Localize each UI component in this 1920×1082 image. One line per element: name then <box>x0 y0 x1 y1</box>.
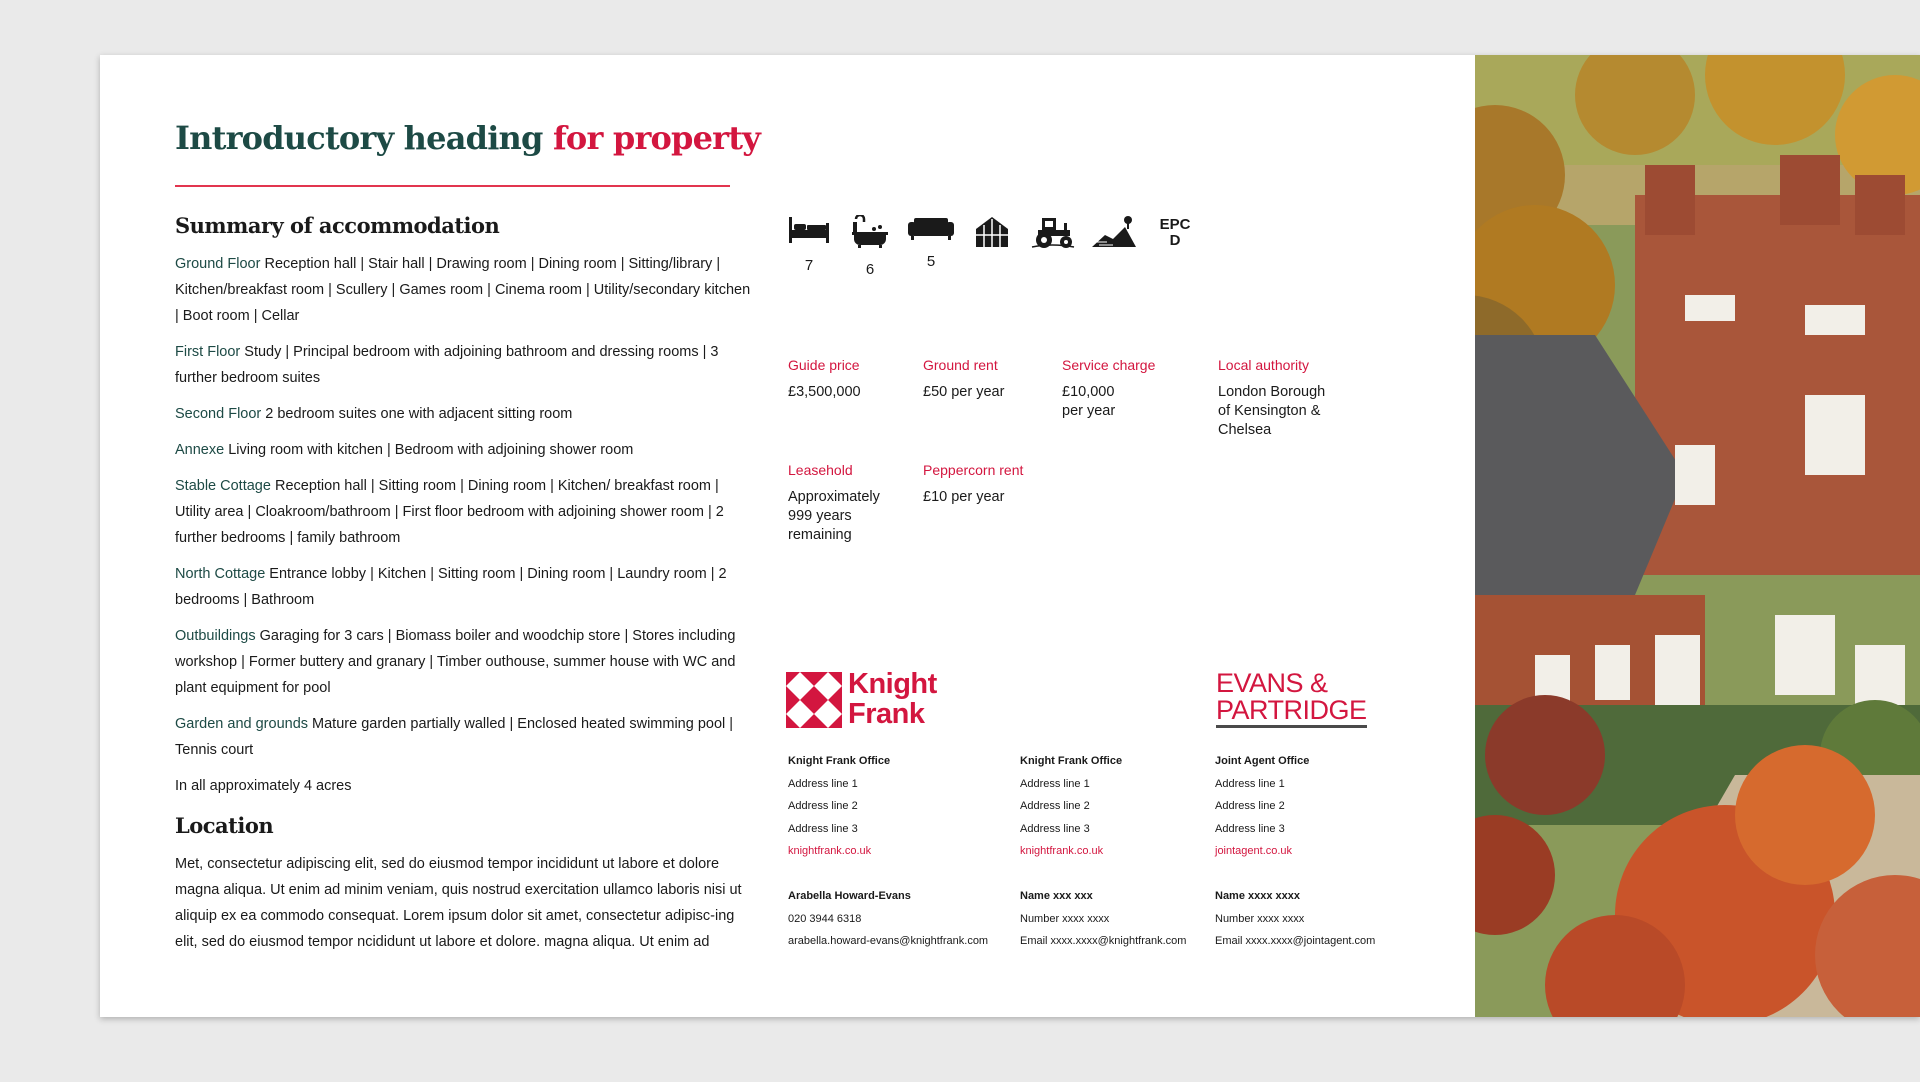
tractor-feature <box>1029 215 1077 249</box>
contact-email[interactable]: Email xxxx.xxxx@jointagent.com <box>1215 935 1376 947</box>
greenhouse-feature <box>968 215 1016 249</box>
location-text: Met, consectetur adipiscing elit, sed do eiusmod tempor incididunt ut labore et dolore magna aliqua. Ut enim ad minim veniam, quis nostrud exercitation ullamco laboris nisi ut aliquip ex ea commodo consequat. Lorem ipsum dolor sit amet, consectetur adipisc-ing elit, sed do eiusmod tempor ncididunt ut labore et dolore. magna aliqua. Ut enim ad <box>175 856 742 950</box>
feature-icons <box>785 215 1205 305</box>
address-line: Address line 1 <box>1215 777 1285 790</box>
address-line: Address line 3 <box>788 822 858 835</box>
location-title: Location <box>175 813 274 838</box>
sofa-icon <box>907 215 955 241</box>
contact-block <box>1215 750 1375 953</box>
epc-feature <box>1151 217 1199 249</box>
list-item: Outbuildings Garaging for 3 cars | Biomass boiler and woodchip store | Stores including workshop | Former buttery and granary | Timber outhouse, summer house with WC and plant equipment for pool <box>175 628 736 696</box>
bathrooms-feature <box>846 215 894 278</box>
office-name: Knight Frank Office <box>1020 755 1123 767</box>
office-name: Knight Frank Office <box>788 755 891 767</box>
knight-frank-line1: Knight <box>848 668 937 700</box>
local-authority: Local authority London Borough of Kensington & Chelsea <box>1218 357 1326 438</box>
receptions-count: 5 <box>926 253 936 270</box>
summary-title: Summary of accommodation <box>175 213 500 238</box>
tractor-icon <box>1030 215 1076 249</box>
address-line: Address line 1 <box>1020 777 1090 790</box>
list-item: North Cottage Entrance lobby | Kitchen | Sitting room | Dining room | Laundry room | 2 bedrooms | Bathroom <box>175 566 727 608</box>
bedrooms-feature <box>785 215 833 274</box>
evans-partridge-line1: EVANS & <box>1216 668 1328 698</box>
list-item: In all approximately 4 acres <box>175 778 352 794</box>
bathrooms-count: 6 <box>865 261 875 278</box>
house-image <box>1475 55 1920 1017</box>
address-line: Address line 1 <box>788 777 858 790</box>
page-title-accent: for property <box>552 119 761 157</box>
contact-name: Name xxxx xxxx <box>1215 890 1301 902</box>
contact-email[interactable]: Email xxxx.xxxx@knightfrank.com <box>1020 935 1187 947</box>
receptions-feature <box>907 215 955 270</box>
list-item: Ground Floor Reception hall | Stair hall | Drawing room | Dining room | Sitting/library | Kitchen/breakfast room | Scullery | Games room | Cinema room | Utility/secondary kitchen | Boot room | Cellar <box>175 256 751 324</box>
knight-frank-logo <box>786 668 946 732</box>
knight-frank-line2: Frank <box>848 698 925 730</box>
land-feature <box>1090 215 1138 249</box>
land-icon <box>1091 215 1137 249</box>
page-title <box>175 119 760 157</box>
address-line: Address line 2 <box>1020 800 1090 812</box>
evans-partridge-line2: PARTRIDGE <box>1216 697 1367 728</box>
accommodation-list <box>175 251 755 809</box>
brochure-page <box>100 55 1920 1017</box>
ground-rent: Ground rent £50 per year <box>923 357 1005 400</box>
address-line: Address line 2 <box>1215 800 1285 812</box>
contact-phone: Number xxxx xxxx <box>1020 912 1110 925</box>
website-link[interactable]: jointagent.co.uk <box>1215 845 1293 857</box>
list-item: Garden and grounds Mature garden partially walled | Enclosed heated swimming pool | Tennis court <box>175 716 734 758</box>
contact-block <box>1020 750 1186 953</box>
contact-phone: Number xxxx xxxx <box>1215 912 1305 925</box>
bath-icon <box>850 215 890 249</box>
page-title-main: Introductory heading <box>175 119 543 157</box>
property-photo <box>1475 55 1920 1017</box>
contact-email[interactable]: arabella.howard-evans@knightfrank.com <box>788 935 989 947</box>
address-line: Address line 3 <box>1215 822 1285 835</box>
website-link[interactable]: knightfrank.co.uk <box>788 845 872 857</box>
service-charge: Service charge £10,000 per year <box>1062 357 1156 419</box>
address-line: Address line 3 <box>1020 822 1090 835</box>
contact-block <box>788 750 988 953</box>
contact-phone: 020 3944 6318 <box>788 912 862 925</box>
knight-frank-mark-icon <box>786 672 842 728</box>
address-line: Address line 2 <box>788 800 858 812</box>
list-item: First Floor Study | Principal bedroom with adjoining bathroom and dressing rooms | 3 further bedroom suites <box>175 344 719 386</box>
list-item: Annexe Living room with kitchen | Bedroom with adjoining shower room <box>175 442 634 458</box>
guide-price: Guide price £3,500,000 <box>788 357 861 400</box>
heading-divider <box>175 185 730 187</box>
leasehold: Leasehold Approximately 999 years remaining <box>788 462 880 543</box>
contact-name: Name xxx xxx <box>1020 890 1093 902</box>
peppercorn-rent: Peppercorn rent £10 per year <box>923 462 1024 505</box>
epc-rating: D <box>1169 232 1181 249</box>
contact-name: Arabella Howard-Evans <box>788 890 911 902</box>
evans-partridge-logo <box>1216 670 1366 730</box>
list-item: Stable Cottage Reception hall | Sitting room | Dining room | Kitchen/ breakfast room | Utility area | Cloakroom/bathroom | First floor bedroom with adjoining shower room | 2 further bedrooms | family bathroom <box>175 478 724 546</box>
greenhouse-icon <box>973 215 1011 249</box>
website-link[interactable]: knightfrank.co.uk <box>1020 845 1104 857</box>
list-item: Second Floor 2 bedroom suites one with adjacent sitting room <box>175 406 573 422</box>
bedrooms-count: 7 <box>804 257 814 274</box>
office-name: Joint Agent Office <box>1215 755 1310 767</box>
epc-label: EPC <box>1159 216 1191 233</box>
bed-icon <box>787 215 831 245</box>
